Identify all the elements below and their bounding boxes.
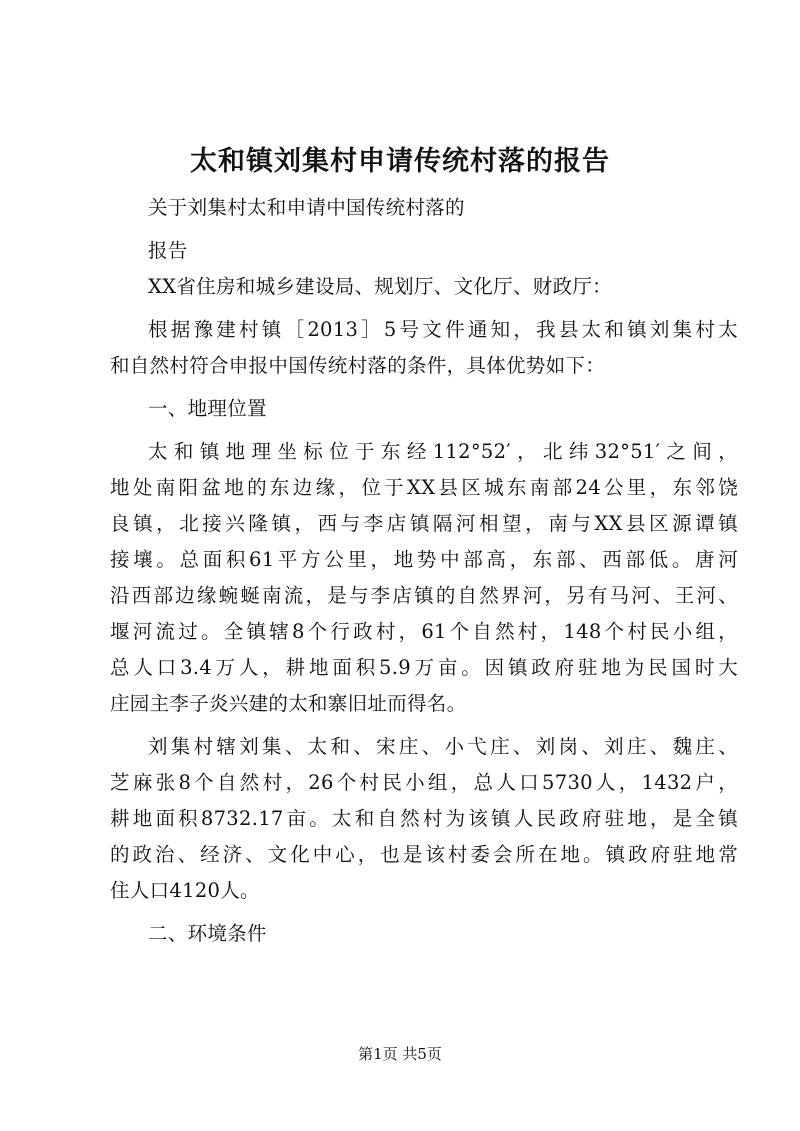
paragraph-line: 住人口4120人。 <box>110 879 260 902</box>
paragraph-line: 地处南阳盆地的东边缘，位于XX县区城东南部24公里，东邻饶 <box>110 476 738 499</box>
paragraph-line: 良镇，北接兴隆镇，西与李店镇隔河相望，南与XX县区源谭镇 <box>110 512 738 535</box>
paragraph-line: 的政治、经济、文化中心，也是该村委会所在地。镇政府驻地常 <box>110 843 738 866</box>
page-footer: 第1页 共5页 <box>358 1045 442 1063</box>
subtitle-line: 报告 <box>148 239 188 262</box>
paragraph-line: 刘集村辖刘集、太和、宋庄、小弋庄、刘岗、刘庄、魏庄、 <box>148 735 738 758</box>
paragraph-line: 根据豫建村镇［2013］5号文件通知，我县太和镇刘集村太 <box>148 318 738 341</box>
document-title: 太和镇刘集村申请传统村落的报告 <box>190 146 610 177</box>
paragraph-line: 芝麻张8个自然村，26个村民小组，总人口5730人，1432户， <box>110 771 738 794</box>
paragraph-line: 总人口3.4万人，耕地面积5.9万亩。因镇政府驻地为民国时大 <box>110 656 738 679</box>
paragraph-line: 沿西部边缘蜿蜒南流，是与李店镇的自然界河，另有马河、王河、 <box>110 584 738 607</box>
addressee-line: XX省住房和城乡建设局、规划厅、文化厅、财政厅： <box>148 275 612 298</box>
section-heading: 一、地理位置 <box>148 397 267 420</box>
paragraph-line: 太和镇地理坐标位于东经112°52′，北纬32°51′之间， <box>148 440 738 463</box>
paragraph-line: 和自然村符合申报中国传统村落的条件，具体优势如下： <box>110 354 606 377</box>
paragraph-line: 堰河流过。全镇辖8个行政村，61个自然村，148个村民小组， <box>110 620 738 643</box>
subtitle-line: 关于刘集村太和申请中国传统村落的 <box>148 196 465 219</box>
paragraph-line: 庄园主李子炎兴建的太和寨旧址而得名。 <box>110 692 467 715</box>
section-heading: 二、环境条件 <box>148 922 267 945</box>
paragraph-line: 耕地面积8732.17亩。太和自然村为该镇人民政府驻地，是全镇 <box>110 807 738 830</box>
paragraph-line: 接壤。总面积61平方公里，地势中部高，东部、西部低。唐河 <box>110 548 738 571</box>
